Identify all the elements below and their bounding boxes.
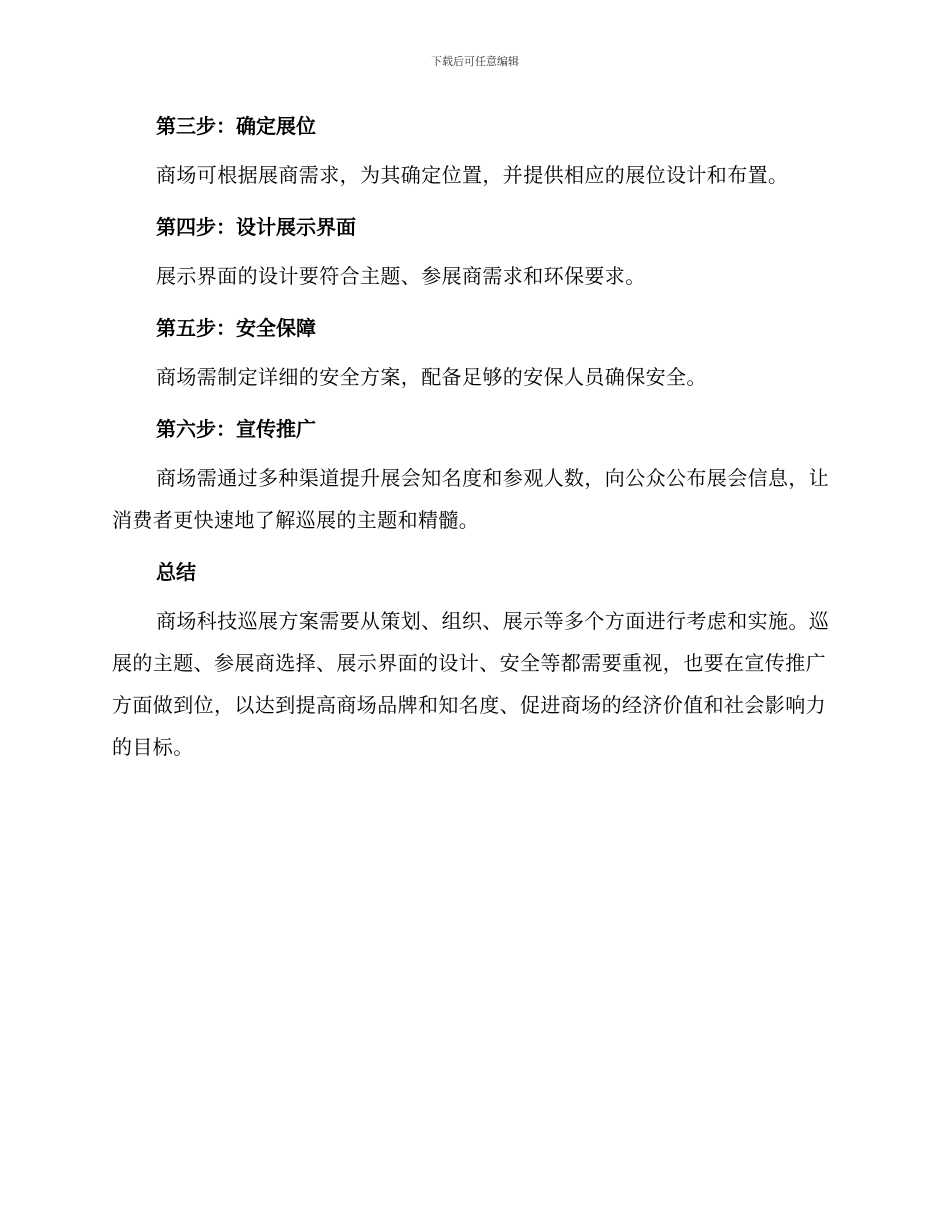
page-header: 下载后可任意编辑 — [431, 55, 519, 68]
section-heading-summary: 总结 — [156, 560, 196, 584]
section-heading-step-4: 第四步：设计展示界面 — [156, 215, 356, 239]
section-paragraph-step-6: 商场需通过多种渠道提升展会知名度和参观人数，向公众公布展会信息，让消费者更快速地了解巡展的主题和精髓。 — [112, 466, 830, 532]
section-heading-step-6: 第六步：宣传推广 — [156, 417, 316, 441]
section-paragraph-step-4: 展示界面的设计要符合主题、参展商需求和环保要求。 — [156, 264, 646, 288]
section-heading-step-3: 第三步：确定展位 — [156, 114, 316, 138]
section-paragraph-summary: 商场科技巡展方案需要从策划、组织、展示等多个方面进行考虑和实施。巡展的主题、参展商选择、展示界面的设计、安全等都需要重视，也要在宣传推广方面做到位，以达到提高商场品牌和知名度、促进商场的经济价值和社会影响力的目标。 — [112, 609, 830, 759]
section-paragraph-step-3: 商场可根据展商需求，为其确定位置，并提供相应的展位设计和布置。 — [156, 163, 789, 187]
section-heading-step-5: 第五步：安全保障 — [156, 316, 316, 340]
section-paragraph-step-5: 商场需制定详细的安全方案，配备足够的安保人员确保安全。 — [156, 365, 707, 389]
document-body — [112, 106, 832, 768]
